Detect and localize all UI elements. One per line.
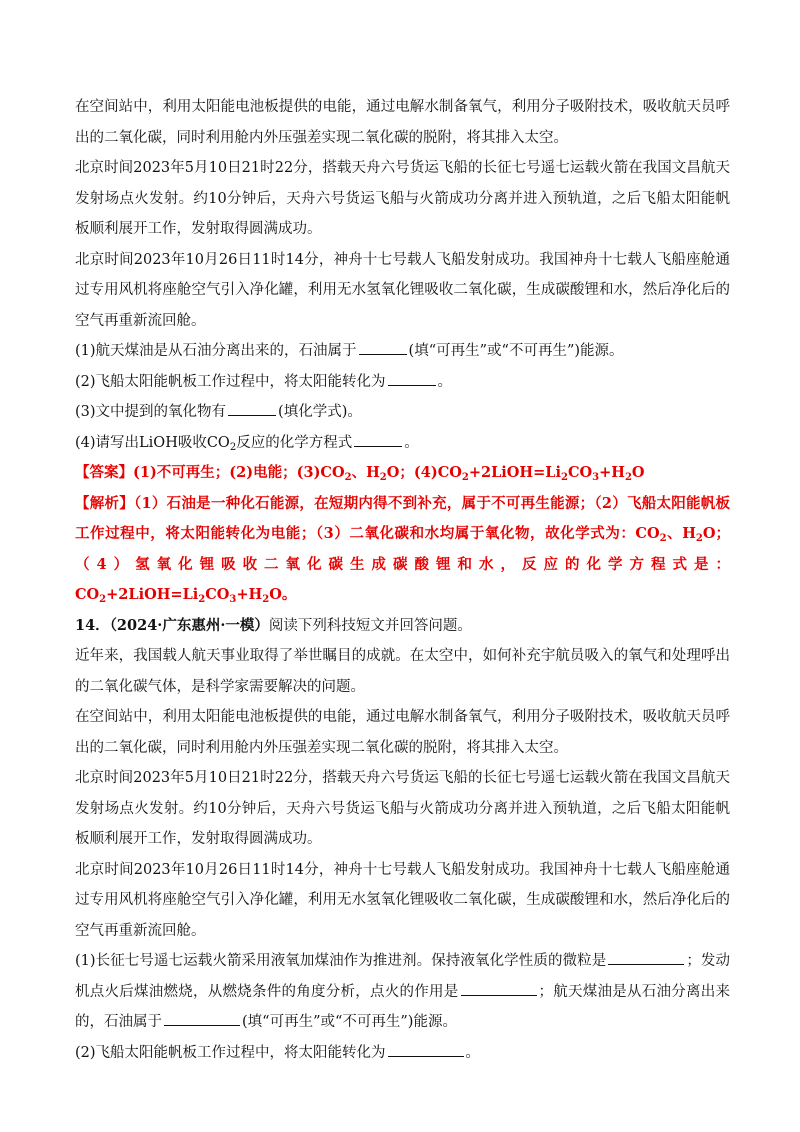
answer-blank	[359, 340, 407, 355]
answer-blank	[228, 401, 276, 416]
answer-blank	[461, 981, 537, 996]
q14-paragraph-shenzhou17: 北京时间2023年10月26日11时14分，神舟十七号载人飞船发射成功。我国神舟十七载人飞船座舱通过专用风机将座舱空气引入净化罐，利用无水氢氧化锂吸收二氧化碳，生成碳酸锂和水，然后净化后的空气再重新流回舱。	[75, 861, 730, 939]
q14-paragraph-intro: 近年来，我国载人航天事业取得了举世瞩目的成就。在太空中，如何补充宇航员吸入的氧气和处理呼出的二氧化碳气体，是科学家需要解决的问题。	[75, 648, 730, 695]
q14-paragraph-tianzhou6: 北京时间2023年5月10日21时22分，搭载天舟六号货运飞船的长征七号遥七运载火箭在我国文昌航天发射场点火发射。约10分钟后，天舟六号货运飞船与火箭成功分离并进入预轨道，之后飞船太阳能帆板顺利展开工作，发射取得圆满成功。	[75, 770, 730, 847]
document-content	[75, 92, 730, 1068]
q13-answer: 【答案】(1)不可再生；(2)电能；$(3)CO_2$、$H_2O$；$(4)CO_2+2LiOH=Li_2CO_3+H_2O$	[75, 464, 645, 483]
q14-subquestion-1: (1)长征七号遥七运载火箭采用液氧加煤油作为推进剂。保持液氧化学性质的微粒是 ；发动机点火后煤油燃烧，从燃烧条件的角度分析，点火的作用是 ；航天煤油是从石油分离出来的，石油属于 (填“可再生”或“不可再生”)能源。	[75, 946, 730, 1038]
q13-analysis: 【解析】（1）石油是一种化石能源，在短期内得不到补充，属于不可再生能源；（2）飞船太阳能帆板工作过程中，将太阳能转化为电能；（3）二氧化碳和水均属于氧化物，故化学式为：$CO_2$、$H_2O$；（4）氢氧化锂吸收二氧化碳生成碳酸锂和水，反应的化学方程式是：$CO_2+2LiOH=Li_2CO_3+H_2O$。	[75, 494, 730, 605]
question-number: 14．	[75, 616, 110, 634]
q13-paragraph-space-station: 在空间站中，利用太阳能电池板提供的电能，通过电解水制备氧气，利用分子吸附技术，吸收航天员呼出的二氧化碳，同时利用舱内外压强差实现二氧化碳的脱附，将其排入太空。	[75, 99, 730, 146]
q13-subquestion-2: (2)飞船太阳能帆板工作过程中，将太阳能转化为 。	[75, 367, 730, 398]
q13-subquestion-1: (1)航天煤油是从石油分离出来的，石油属于 (填“可再生”或“不可再生”)能源。	[75, 336, 730, 367]
q13-subquestion-3: (3)文中提到的氧化物有 (填化学式)。	[75, 397, 730, 428]
q13-paragraph-tianzhou6: 北京时间2023年5月10日21时22分，搭载天舟六号货运飞船的长征七号遥七运载火箭在我国文昌航天发射场点火发射。约10分钟后，天舟六号货运飞船与火箭成功分离并进入预轨道，之后飞船太阳能帆板顺利展开工作，发射取得圆满成功。	[75, 160, 730, 237]
q14-subquestion-2: (2)飞船太阳能帆板工作过程中，将太阳能转化为 。	[75, 1038, 730, 1069]
question-source: （2024·广东惠州·一模）	[109, 616, 269, 634]
q13-subquestion-4: (4)请写出LiOH吸收$CO_2$反应的化学方程式 。	[75, 428, 730, 459]
answer-blank	[164, 1011, 240, 1026]
answer-blank	[388, 1042, 464, 1057]
analysis-tag: 【解析】	[75, 494, 135, 512]
q13-paragraph-shenzhou17: 北京时间2023年10月26日11时14分，神舟十七号载人飞船发射成功。我国神舟十七载人飞船座舱通过专用风机将座舱空气引入净化罐，利用无水氢氧化锂吸收二氧化碳，生成碳酸锂和水，然后净化后的空气再重新流回舱。	[75, 251, 730, 329]
answer-tag: 【答案】	[75, 464, 133, 481]
q14-heading	[75, 611, 730, 642]
answer-blank	[354, 432, 402, 447]
answer-blank	[388, 371, 436, 386]
q14-paragraph-space-station: 在空间站中，利用太阳能电池板提供的电能，通过电解水制备氧气，利用分子吸附技术，吸收航天员呼出的二氧化碳，同时利用舱内外压强差实现二氧化碳的脱附，将其排入太空。	[75, 709, 730, 756]
answer-blank	[608, 950, 684, 965]
question-prompt: 阅读下列科技短文并回答问题。	[268, 617, 472, 634]
